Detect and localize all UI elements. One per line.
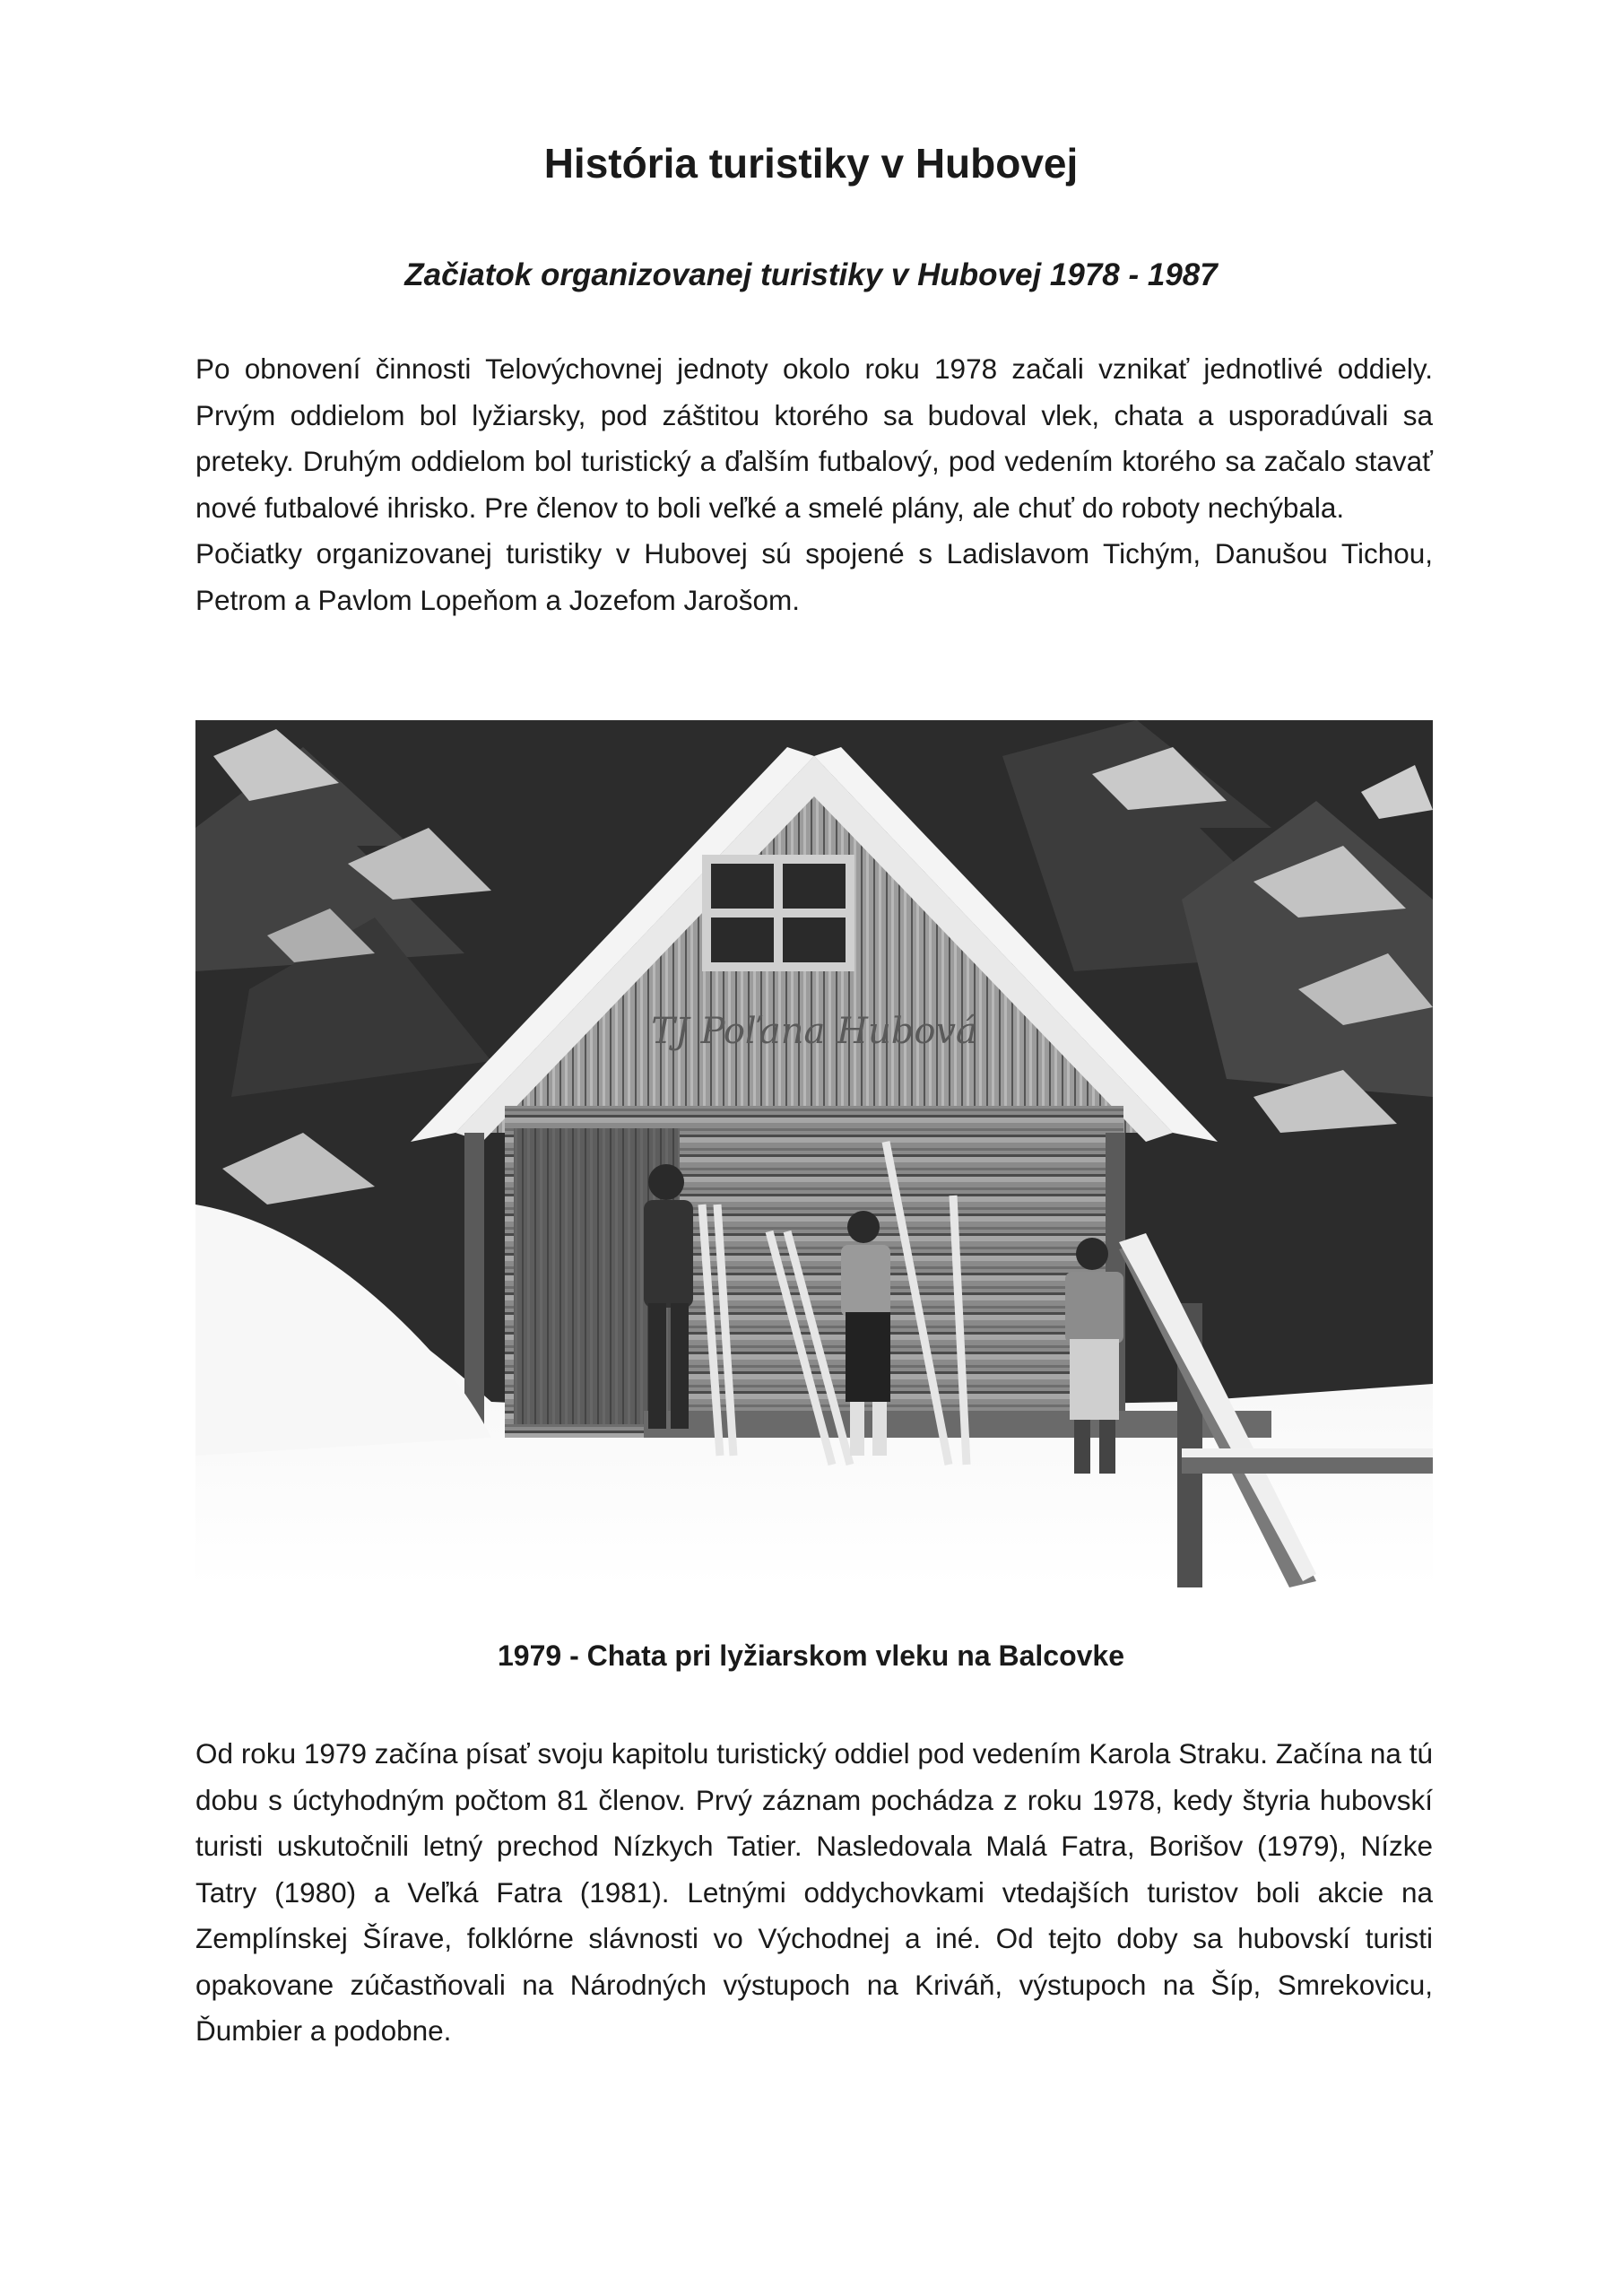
- page-title: História turistiky v Hubovej: [543, 140, 1079, 187]
- intro-text: [195, 346, 1433, 623]
- intro-paragraph-1: Po obnovení činnosti Telovýchovnej jednoty okolo roku 1978 začali vznikať jednotlivé oddiely. Prvým oddielom bol lyžiarsky, pod záštitou ktorého sa budoval vlek, chata a usporadúvali sa preteky. Druhým oddielom bol turistický a ďalším futbalový, pod vedením ktorého sa začalo stavať nové futbalové ihrisko. Pre členov to boli veľké a smelé plány, ale chuť do roboty nechýbala.: [195, 352, 1433, 524]
- photo-caption: 1979 - Chata pri lyžiarskom vleku na Balcovke: [498, 1639, 1124, 1672]
- section-subtitle: Začiatok organizovanej turistiky v Hubovej 1978 - 1987: [404, 257, 1218, 292]
- history-text: [195, 1731, 1433, 2055]
- photo-illustration: [195, 720, 1433, 1587]
- chalet-sign: TJ Poľana Hubová: [651, 1011, 977, 1052]
- historical-photo-chalet: [195, 720, 1433, 1587]
- intro-paragraph-2: Počiatky organizovanej turistiky v Hubovej sú spojené s Ladislavom Tichým, Danušou Tichou, Petrom a Pavlom Lopeňom a Jozefom Jarošom.: [195, 537, 1433, 616]
- history-paragraph: Od roku 1979 začína písať svoju kapitolu turistický oddiel pod vedením Karola Straku. Začína na tú dobu s úctyhodným počtom 81 členov. Prvý záznam pochádza z roku 1978, kedy štyria hubovskí turisti uskutočnili letný prechod Nízkych Tatier. Nasledovala Malá Fatra, Borišov (1979), Nízke Tatry (1980) a Veľká Fatra (1981). Letnými oddychovkami vtedajších turistov boli akcie na Zemplínskej Šírave, folklórne slávnosti vo Východnej a iné. Od tejto doby sa hubovskí turisti opakovane zúčastňovali na Národných výstupoch na Kriváň, výstupoch na Šíp, Smrekovicu, Ďumbier a podobne.: [195, 1737, 1433, 2047]
